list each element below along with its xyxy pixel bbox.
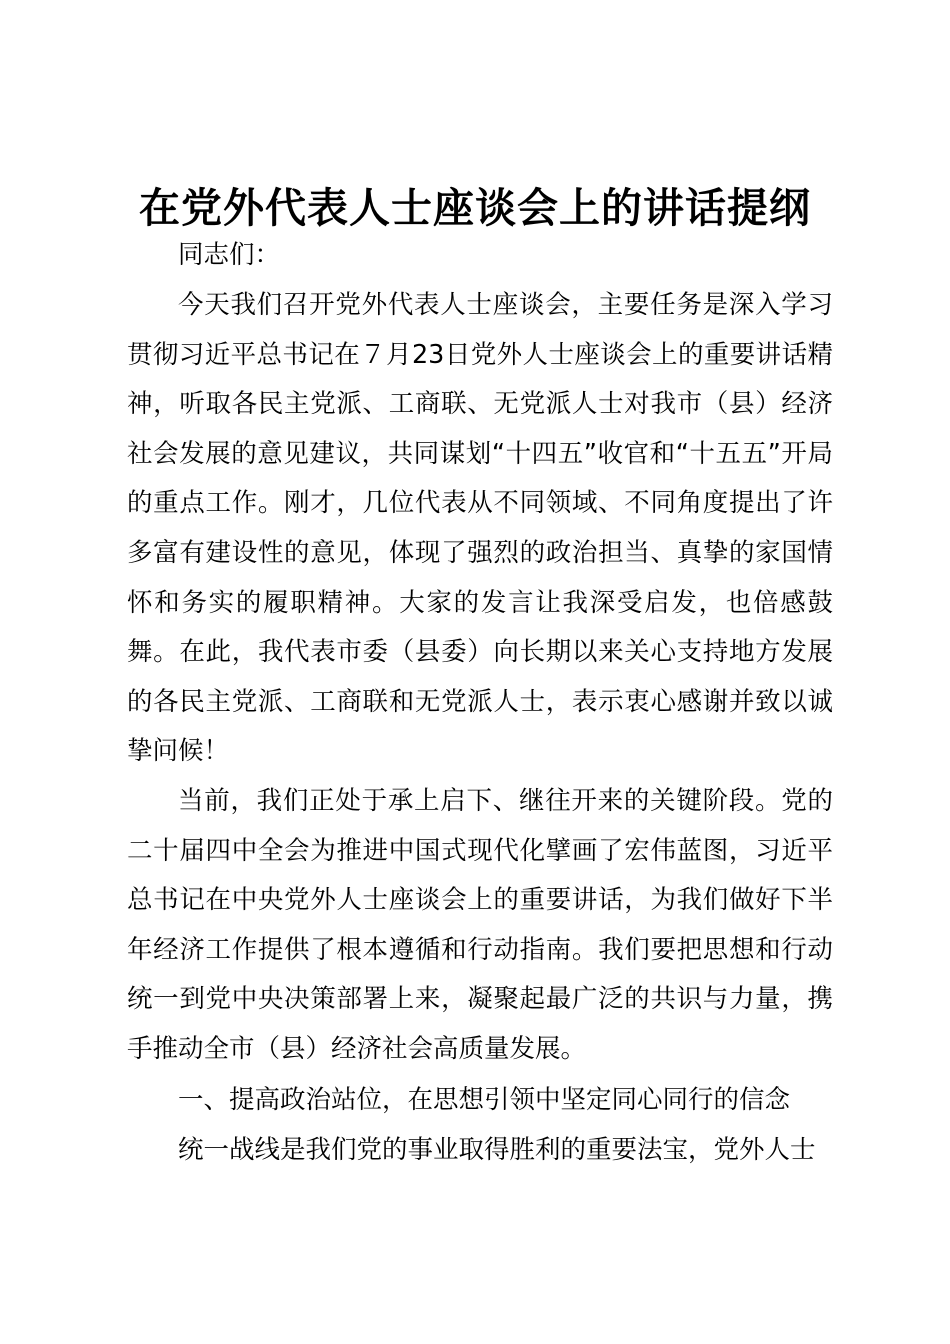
paragraph-united-front: 统一战线是我们党的事业取得胜利的重要法宝，党外人士	[178, 1135, 816, 1165]
document-title: 在党外代表人士座谈会上的讲话提纲	[139, 184, 811, 232]
section-heading: 一、提高政治站位，在思想引领中坚定同心同行的信念	[178, 1085, 791, 1115]
salutation: 同志们：	[178, 240, 281, 270]
paragraph-intro: 今天我们召开党外代表人士座谈会，主要任务是深入学习贯彻习近平总书记在７月23日党外人士座谈会上的重要讲话精神，听取各民主党派、工商联、无党派人士对我市（县）经济社会发展的意见建议，共同谋划“十四五”收官和“十五五”开局的重点工作。刚才，几位代表从不同领域、不同角度提出了许多富有建设性的意见，体现了强烈的政治担当、真挚的家国情怀和务实的履职精神。大家的发言让我深受启发，也倍感鼓舞。在此，我代表市委（县委）向长期以来关心支持地方发展的各民主党派、工商联和无党派人士，表示衷心感谢并致以诚挚问候！	[127, 290, 833, 767]
paragraph-current-situation: 当前，我们正处于承上启下、继往开来的关键阶段。党的二十届四中全会为推进中国式现代化擘画了宏伟蓝图，习近平总书记在中央党外人士座谈会上的重要讲话，为我们做好下半年经济工作提供了根本遵循和行动指南。我们要把思想和行动统一到党中央决策部署上来，凝聚起最广泛的共识与力量，携手推动全市（县）经济社会高质量发展。	[127, 786, 833, 1064]
